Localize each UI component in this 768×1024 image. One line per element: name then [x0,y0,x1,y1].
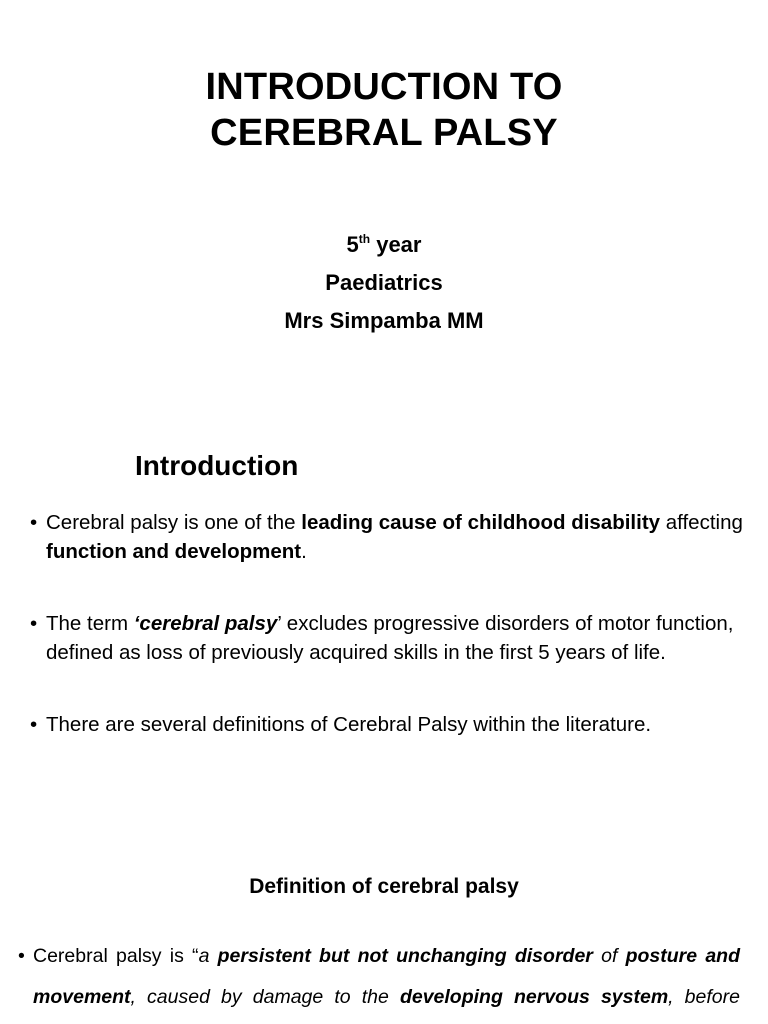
definition-italic-b: of [592,945,626,967]
page-title [0,64,768,156]
bullet-2-text-b: ’ excludes progressive disorders of motor function, defined as loss of previously acquired skills in the first 5 years of life. [46,612,734,664]
introduction-heading: Introduction [135,450,299,481]
bullet-item-2 [30,609,748,667]
bullet-3-text: There are several definitions of Cerebral Palsy within the literature. [46,713,652,736]
definition-italic-a: a [198,945,218,967]
bullet-item-1 [30,508,748,566]
definition-italic-c: , caused by damage to the [130,986,400,1008]
definition-bold-italic-a: persistent but not unchanging disorder [217,945,593,967]
bullet-1-bold-b: function and development [46,540,302,563]
definition-bold-italic-b: posture and movement [33,945,740,1008]
bullet-1-bold-a: leading cause of childhood disability [301,511,661,534]
year-line [0,220,768,264]
year-number: 5 [346,232,359,257]
year-word: year [370,232,422,257]
title-line-2: CEREBRAL PALSY [210,112,558,154]
definition-italic-d: , before [668,986,740,1008]
subtitle-block [0,220,768,340]
bullet-item-3 [30,710,748,739]
bullet-1-text-a: Cerebral palsy is one of the [46,511,302,534]
bullet-1-text-c: . [301,540,307,563]
year-superscript: th [358,232,371,246]
definition-heading: Definition of cerebral palsy [249,875,519,898]
bullet-2-text-a: The term [46,612,134,635]
definition-paragraph [18,936,740,1018]
definition-bold-italic-c: developing nervous system [399,986,669,1008]
introduction-bullets [30,508,748,782]
title-line-1: INTRODUCTION TO [205,66,563,108]
definition-text-a: Cerebral palsy is “ [33,945,199,967]
bullet-1-text-b: affecting [660,511,743,534]
lecturer-line: Mrs Simpamba MM [284,308,484,333]
department-line: Paediatrics [325,270,443,295]
bullet-2-bold-italic: ‘cerebral palsy [133,612,278,635]
